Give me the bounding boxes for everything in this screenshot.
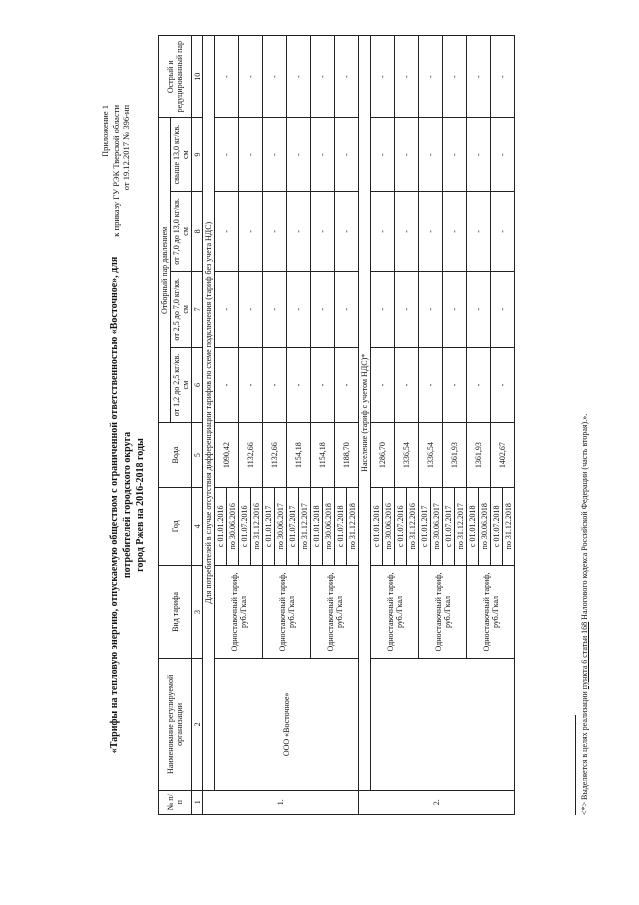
section-number: 1. bbox=[203, 790, 359, 814]
section-row bbox=[359, 36, 371, 815]
steam-tariff-value: - bbox=[419, 191, 443, 271]
steam-tariff-value: - bbox=[215, 36, 239, 118]
header-pressure-2: от 2,5 до 7,0 кг/кв. см bbox=[171, 271, 192, 347]
water-tariff-value: 1402,67 bbox=[491, 423, 515, 488]
header-water: Вода bbox=[159, 423, 192, 488]
column-index: 10 bbox=[192, 36, 203, 118]
water-tariff-value: 1361,93 bbox=[467, 423, 491, 488]
header-pressure-1: от 1,2 до 2,5 кг/кв. см bbox=[171, 347, 192, 423]
steam-tariff-value: - bbox=[395, 347, 419, 423]
period-end: по 30.06.2016 bbox=[227, 487, 239, 565]
steam-tariff-value: - bbox=[239, 118, 263, 191]
steam-tariff-value: - bbox=[311, 36, 335, 118]
steam-tariff-value: - bbox=[263, 191, 287, 271]
footnote-text: Налогового кодекса Российской Федерации (часть вторая).». bbox=[580, 413, 589, 622]
period-end: по 31.12.2017 bbox=[299, 487, 311, 565]
period-start: с 01.07.2016 bbox=[239, 487, 251, 565]
period-start: с 01.01.2018 bbox=[311, 487, 323, 565]
steam-tariff-value: - bbox=[287, 118, 311, 191]
header-sharp-steam: Острый и редуцированный пар bbox=[159, 36, 192, 118]
steam-tariff-value: - bbox=[239, 347, 263, 423]
steam-tariff-value: - bbox=[263, 36, 287, 118]
water-tariff-value: 1132,66 bbox=[263, 423, 287, 488]
table-row bbox=[371, 36, 383, 815]
period-start: с 01.01.2018 bbox=[467, 487, 479, 565]
period-start: с 01.07.2017 bbox=[287, 487, 299, 565]
period-start: с 01.07.2018 bbox=[335, 487, 347, 565]
organization-name bbox=[371, 659, 515, 790]
period-end: по 30.06.2018 bbox=[323, 487, 335, 565]
steam-tariff-value: - bbox=[287, 347, 311, 423]
steam-tariff-value: - bbox=[419, 347, 443, 423]
section-title: Население (тариф с учетом НДС)* bbox=[359, 36, 371, 791]
steam-tariff-value: - bbox=[491, 118, 515, 191]
steam-tariff-value: - bbox=[443, 271, 467, 347]
footnote-divider bbox=[575, 715, 576, 815]
period-end: по 30.06.2017 bbox=[431, 487, 443, 565]
header-organization: Наименование регулируемой организации bbox=[159, 659, 192, 790]
steam-tariff-value: - bbox=[371, 347, 395, 423]
steam-tariff-value: - bbox=[335, 118, 359, 191]
period-start: с 01.01.2016 bbox=[371, 487, 383, 565]
steam-tariff-value: - bbox=[419, 118, 443, 191]
steam-tariff-value: - bbox=[287, 36, 311, 118]
steam-tariff-value: - bbox=[311, 118, 335, 191]
steam-tariff-value: - bbox=[215, 271, 239, 347]
steam-tariff-value: - bbox=[395, 118, 419, 191]
steam-tariff-value: - bbox=[263, 347, 287, 423]
steam-tariff-value: - bbox=[215, 347, 239, 423]
column-index: 3 bbox=[192, 565, 203, 658]
appendix-line: Приложение 1 bbox=[100, 105, 110, 157]
steam-tariff-value: - bbox=[239, 36, 263, 118]
steam-tariff-value: - bbox=[335, 36, 359, 118]
header-tariff-kind: Вид тарифа bbox=[159, 565, 192, 658]
steam-tariff-value: - bbox=[371, 271, 395, 347]
water-tariff-value: 1132,66 bbox=[239, 423, 263, 488]
steam-tariff-value: - bbox=[263, 118, 287, 191]
appendix-line: от 19.12.2017 № 396-нп bbox=[121, 105, 131, 191]
footnote-law-link[interactable]: пункта 6 статьи 168 bbox=[580, 621, 589, 690]
period-end: по 31.12.2016 bbox=[251, 487, 263, 565]
column-index: 6 bbox=[192, 347, 203, 423]
period-start: с 01.01.2017 bbox=[263, 487, 275, 565]
water-tariff-value: 1336,54 bbox=[419, 423, 443, 488]
period-end: по 30.06.2016 bbox=[383, 487, 395, 565]
tariff-kind: Одноставочный тариф, руб./Гкал bbox=[419, 565, 467, 658]
appendix-line: к приказу ГУ РЭК Тверской области bbox=[110, 105, 121, 237]
steam-tariff-value: - bbox=[443, 347, 467, 423]
period-end: по 30.06.2018 bbox=[479, 487, 491, 565]
period-start: с 01.01.2017 bbox=[419, 487, 431, 565]
header-year: Год bbox=[159, 487, 192, 565]
steam-tariff-value: - bbox=[443, 191, 467, 271]
period-end: по 31.12.2018 bbox=[503, 487, 515, 565]
water-tariff-value: 1286,70 bbox=[371, 423, 395, 488]
tariff-kind: Одноставочный тариф, руб./Гкал bbox=[215, 565, 263, 658]
section-title: Для потребителей в случае отсутствия дифференциации тарифов по схеме подключения (тариф без учета НДС) bbox=[203, 36, 215, 791]
document-title bbox=[108, 225, 147, 785]
steam-tariff-value: - bbox=[287, 191, 311, 271]
steam-tariff-value: - bbox=[467, 118, 491, 191]
steam-tariff-value: - bbox=[395, 191, 419, 271]
water-tariff-value: 1154,18 bbox=[311, 423, 335, 488]
header-pressure-3: от 7,0 до 13,0 кг/кв. см bbox=[171, 191, 192, 271]
tariff-kind: Одноставочный тариф, руб./Гкал bbox=[371, 565, 419, 658]
column-index: 7 bbox=[192, 271, 203, 347]
steam-tariff-value: - bbox=[335, 271, 359, 347]
organization-name: ООО «Восточное» bbox=[215, 659, 359, 790]
section-number: 2. bbox=[359, 790, 515, 814]
water-tariff-value: 1154,18 bbox=[287, 423, 311, 488]
period-start: с 01.01.2016 bbox=[215, 487, 227, 565]
steam-tariff-value: - bbox=[335, 191, 359, 271]
period-start: с 01.07.2016 bbox=[395, 487, 407, 565]
steam-tariff-value: - bbox=[335, 347, 359, 423]
period-end: по 31.12.2017 bbox=[455, 487, 467, 565]
tariff-table bbox=[158, 35, 515, 815]
steam-tariff-value: - bbox=[395, 271, 419, 347]
steam-tariff-value: - bbox=[287, 271, 311, 347]
water-tariff-value: 1361,93 bbox=[443, 423, 467, 488]
column-index: 9 bbox=[192, 118, 203, 191]
steam-tariff-value: - bbox=[371, 191, 395, 271]
tariff-kind: Одноставочный тариф, руб./Гкал bbox=[467, 565, 515, 658]
tariff-kind: Одноставочный тариф, руб./Гкал bbox=[263, 565, 311, 658]
steam-tariff-value: - bbox=[311, 191, 335, 271]
header-steam: Отборный пар давлением bbox=[159, 118, 171, 423]
steam-tariff-value: - bbox=[239, 191, 263, 271]
steam-tariff-value: - bbox=[443, 36, 467, 118]
header-number: № п/п bbox=[159, 790, 192, 814]
tariff-kind: Одноставочный тариф, руб./Гкал bbox=[311, 565, 359, 658]
period-start: с 01.07.2018 bbox=[491, 487, 503, 565]
steam-tariff-value: - bbox=[395, 36, 419, 118]
water-tariff-value: 1090,42 bbox=[215, 423, 239, 488]
steam-tariff-value: - bbox=[491, 191, 515, 271]
column-index-row bbox=[192, 36, 203, 815]
section-row bbox=[203, 36, 215, 815]
steam-tariff-value: - bbox=[491, 271, 515, 347]
steam-tariff-value: - bbox=[371, 36, 395, 118]
steam-tariff-value: - bbox=[491, 347, 515, 423]
footnote-text: <*> Выделяется в целях реализации bbox=[580, 689, 589, 815]
steam-tariff-value: - bbox=[467, 36, 491, 118]
steam-tariff-value: - bbox=[491, 36, 515, 118]
steam-tariff-value: - bbox=[467, 191, 491, 271]
column-index: 8 bbox=[192, 191, 203, 271]
steam-tariff-value: - bbox=[419, 271, 443, 347]
steam-tariff-value: - bbox=[311, 271, 335, 347]
water-tariff-value: 1336,54 bbox=[395, 423, 419, 488]
steam-tariff-value: - bbox=[467, 347, 491, 423]
steam-tariff-value: - bbox=[215, 118, 239, 191]
table-row bbox=[215, 36, 227, 815]
period-end: по 31.12.2018 bbox=[347, 487, 359, 565]
steam-tariff-value: - bbox=[419, 36, 443, 118]
steam-tariff-value: - bbox=[215, 191, 239, 271]
steam-tariff-value: - bbox=[443, 118, 467, 191]
period-end: по 30.06.2017 bbox=[275, 487, 287, 565]
column-index: 2 bbox=[192, 659, 203, 790]
water-tariff-value: 1188,70 bbox=[335, 423, 359, 488]
steam-tariff-value: - bbox=[311, 347, 335, 423]
title-line: город Ржев на 2016-2018 годы bbox=[135, 438, 146, 572]
footnote bbox=[580, 55, 590, 815]
column-index: 4 bbox=[192, 487, 203, 565]
steam-tariff-value: - bbox=[371, 118, 395, 191]
header-pressure-4: свыше 13,0 кг/кв. см bbox=[171, 118, 192, 191]
column-index: 5 bbox=[192, 423, 203, 488]
period-end: по 31.12.2016 bbox=[407, 487, 419, 565]
period-start: с 01.07.2017 bbox=[443, 487, 455, 565]
steam-tariff-value: - bbox=[263, 271, 287, 347]
steam-tariff-value: - bbox=[467, 271, 491, 347]
column-index: 1 bbox=[192, 790, 203, 814]
steam-tariff-value: - bbox=[239, 271, 263, 347]
title-line: «Тарифы на тепловую энергию, отпускаемую обществом с ограниченной ответственностью «Восточное», для потребителей городского округа bbox=[109, 256, 133, 754]
